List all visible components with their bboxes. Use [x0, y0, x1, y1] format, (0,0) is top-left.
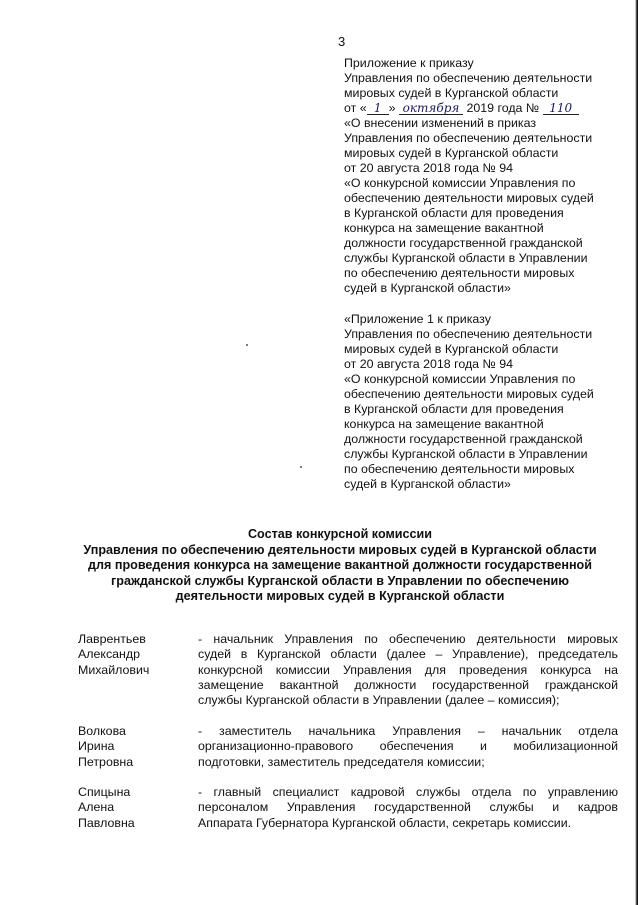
- date-mid: »: [388, 101, 396, 115]
- member-description: [198, 785, 618, 831]
- description-line: - начальник Управления по обеспечению деятельности мировых: [198, 632, 618, 646]
- title-line: гражданской службы Курганской области в Управлении по обеспечению: [111, 573, 569, 588]
- header-line: службы Курганской области в Управлении: [344, 447, 588, 461]
- header-line: службы Курганской области в Управлении: [344, 251, 588, 265]
- header-line: от 20 августа 2018 года № 94: [344, 161, 514, 175]
- title-line: для проведения конкурса на замещение вакантной должности государственной: [88, 558, 592, 572]
- handwritten-order-number: 110: [543, 102, 579, 115]
- member-patronymic: Михайлович: [78, 662, 150, 677]
- description-line: судей в Курганской области (далее – Управление), председатель: [198, 647, 618, 662]
- header-line: «О внесении изменений в приказ: [344, 116, 537, 130]
- header-line: обеспечению деятельности мировых судей: [344, 387, 594, 401]
- description-line: конкурсной комиссии Управления для проведения конкурса на: [198, 662, 618, 677]
- date-prefix: от «: [344, 101, 367, 115]
- page-number: 3: [338, 34, 346, 49]
- header-line: Управления по обеспечению деятельности: [344, 327, 593, 341]
- header-line: от 20 августа 2018 года № 94: [344, 357, 514, 371]
- header-line: конкурса на замещение вакантной: [344, 221, 544, 235]
- member-name: [78, 785, 188, 831]
- description-line: персоналом Управления государственной службы и кадров: [198, 800, 618, 815]
- scan-speck: [246, 344, 248, 346]
- header-line: обеспечению деятельности мировых судей: [344, 191, 594, 205]
- title-line: Состав конкурсной комиссии: [247, 527, 433, 541]
- commission-member: [78, 632, 618, 712]
- header-line: судей в Курганской области»: [344, 281, 511, 295]
- header-line: конкурса на замещение вакантной: [344, 417, 544, 431]
- date-year-text: 2019 года №: [466, 101, 540, 115]
- header-line: Приложение к приказу: [344, 56, 474, 70]
- header-line: «Приложение 1 к приказу: [344, 312, 491, 326]
- scan-edge-shadow: [635, 0, 638, 905]
- header-line: должности государственной гражданской: [344, 236, 583, 250]
- header-line: мировых судей в Курганской области: [344, 86, 559, 100]
- header-line: должности государственной гражданской: [344, 432, 583, 446]
- member-name: [78, 724, 188, 770]
- header-line: по обеспечению деятельности мировых: [344, 462, 575, 476]
- description-line: подготовки, заместитель председателя комиссии;: [198, 754, 485, 769]
- member-first-name: Александр: [78, 647, 140, 662]
- description-line: Аппарата Губернатора Курганской области, секретарь комиссии.: [198, 815, 572, 830]
- header-line: «О конкурсной комиссии Управления по: [344, 176, 576, 190]
- member-surname: Волкова: [78, 724, 126, 738]
- member-description: [198, 632, 618, 708]
- description-line: замещение вакантной должности государственной гражданской: [198, 677, 618, 692]
- member-first-name: Ирина: [78, 739, 115, 754]
- description-line: - заместитель начальника Управления – начальник отдела: [198, 724, 618, 738]
- header-line: мировых судей в Курганской области: [344, 146, 559, 160]
- handwritten-day: 1: [367, 102, 389, 115]
- member-patronymic: Петровна: [78, 754, 134, 769]
- description-line: - главный специалист кадровой службы отдела по управлению: [198, 785, 618, 799]
- member-surname: Лаврентьев: [78, 632, 146, 646]
- header-line: в Курганской области для проведения: [344, 206, 564, 220]
- header-line: по обеспечению деятельности мировых: [344, 266, 575, 280]
- member-patronymic: Павловна: [78, 815, 135, 830]
- header-spacer: [344, 296, 614, 312]
- commission-title: [70, 527, 610, 605]
- header-line: Управления по обеспечению деятельности: [344, 71, 593, 85]
- header-date-line: [344, 101, 614, 116]
- member-first-name: Алена: [78, 800, 115, 815]
- header-line: Управления по обеспечению деятельности: [344, 131, 593, 145]
- header-line: «О конкурсной комиссии Управления по: [344, 372, 576, 386]
- commission-member: [78, 785, 618, 835]
- description-line: службы Курганской области в Управлении (далее – комиссия);: [198, 693, 560, 708]
- title-line: деятельности мировых судей в Курганской области: [175, 589, 505, 603]
- commission-member: [78, 724, 618, 774]
- header-line: мировых судей в Курганской области: [344, 342, 559, 356]
- scan-speck: [300, 466, 302, 468]
- title-line: Управления по обеспечению деятельности мировых судей в Курганской области: [83, 542, 597, 557]
- handwritten-month: октября: [399, 102, 463, 115]
- member-description: [198, 724, 618, 770]
- appendix-header: [344, 56, 614, 492]
- header-line: в Курганской области для проведения: [344, 402, 564, 416]
- member-name: [78, 632, 188, 678]
- description-line: организационно-правового обеспечения и мобилизационной: [198, 739, 618, 754]
- member-surname: Спицына: [78, 785, 131, 799]
- header-line: судей в Курганской области»: [344, 477, 511, 491]
